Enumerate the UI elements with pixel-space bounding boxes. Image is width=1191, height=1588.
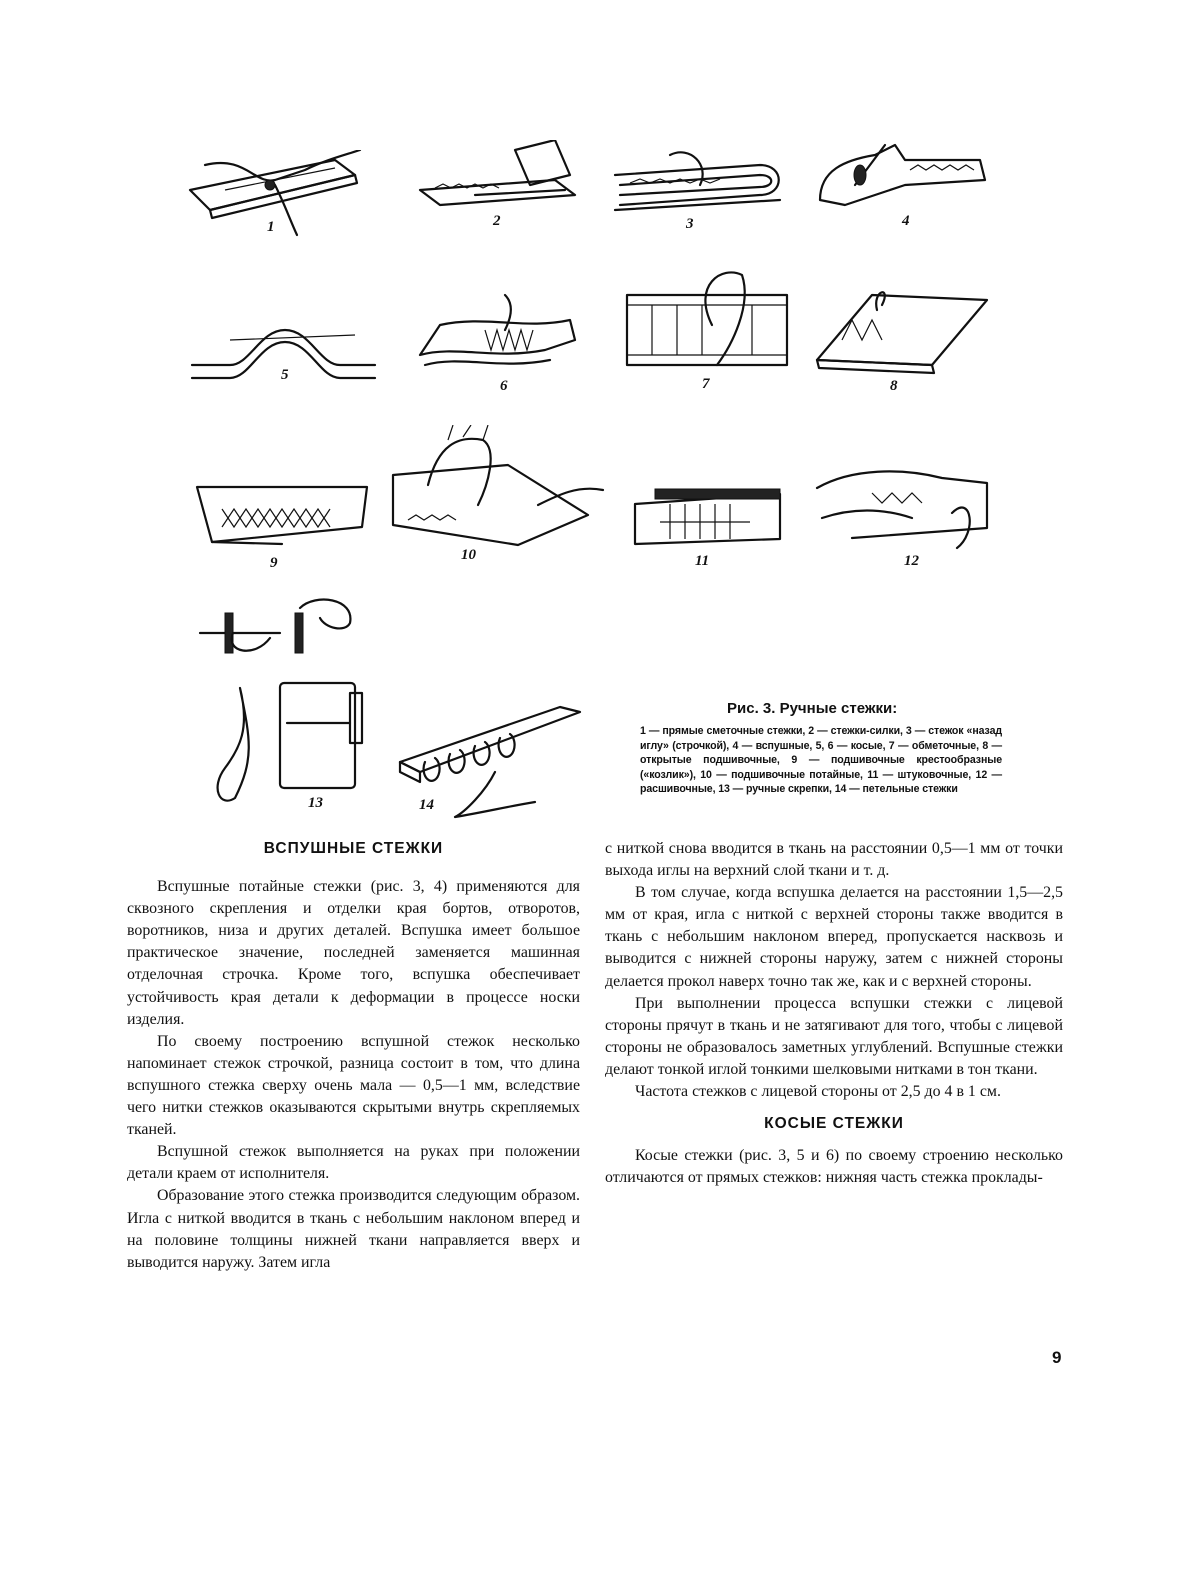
figure-number: 11 [695, 553, 710, 569]
paragraph: Вспушные потайные стежки (рис. 3, 4) применяются для сквозного скрепления и отделки края бортов, отворотов, воротников, низа и других деталей. Вспушка имеет большое практическое значение, последней заменяется машинная отделочная строчка. Кроме того, вспушка обеспечивает устойчивость края детали к деформации в процессе носки изделия. [127, 878, 580, 1028]
figure-number: 14 [419, 797, 434, 813]
stitch-illustration-10 [388, 425, 613, 550]
stitch-illustration-3 [610, 145, 790, 220]
figure-number: 12 [904, 553, 919, 569]
figure-number: 3 [686, 216, 694, 232]
paragraph: Частота стежков с лицевой стороны от 2,5 до 4 в 1 см. [635, 1083, 1001, 1101]
stitch-illustration-11 [630, 484, 790, 549]
stitch-illustration-2 [415, 140, 585, 215]
figure-number: 6 [500, 378, 508, 394]
figure-caption-title: Рис. 3. Ручные стежки: [727, 700, 898, 717]
paragraph: Вспушной стежок выполняется на руках при положении детали краем от исполнителя. [127, 1143, 580, 1183]
paragraph: При выполнении процесса вспушки стежки с лицевой стороны прячут в ткань и не затягивают для того, чтобы с лицевой стороны не образовалось заметных углублений. Вспушные стежки делают тонкой иглой тонкими шелковыми нитками в тон ткани. [605, 994, 1063, 1078]
stitch-illustration-13 [195, 598, 375, 813]
figure-number: 7 [702, 376, 710, 392]
page-number: 9 [1052, 1348, 1062, 1367]
left-column [127, 838, 580, 1274]
stitch-illustration-12 [812, 463, 997, 553]
section-heading: КОСЫЕ СТЕЖКИ [764, 1115, 904, 1133]
stitch-illustration-9 [192, 482, 377, 552]
figure-number: 13 [308, 795, 323, 811]
paragraph: В том случае, когда вспушка делается на расстоянии 1,5—2,5 мм от края, игла с ниткой с верхней стороны также вводится в ткань с небольшим наклоном вперед, пропускается насквозь и выводится с нижней стороны наружу, затем с нижней стороны делается прокол наверх точно так же, как и с верхней стороны. [605, 884, 1063, 990]
paragraph: Косые стежки (рис. 3, 5 и 6) по своему строению несколько отличаются от прямых стежков: нижняя часть стежка проклады- [605, 1147, 1063, 1187]
stitch-illustration-8 [812, 285, 992, 375]
stitch-illustration-1 [185, 150, 370, 240]
figure-number: 1 [267, 219, 275, 235]
stitch-illustration-7 [622, 265, 792, 375]
paragraph: По своему построению вспушной стежок несколько напоминает стежок строчкой, разница состоит в том, что длина вспушного стежка сверху очень мала — 0,5—1 мм, вследствие чего нитки стежков оказываются скрытыми внутрь скрепляемых тканей. [127, 1032, 580, 1139]
figure-number: 5 [281, 367, 289, 383]
section-heading: ВСПУШНЫЕ СТЕЖКИ [263, 840, 444, 857]
stitch-illustration-4 [815, 140, 990, 215]
paragraph: Образование этого стежка производится следующим образом. Игла с ниткой вводится в ткань с небольшим наклоном вперед и на половине толщины нижней ткани направляется вверх и выводится наружу. Затем игла [127, 1187, 580, 1271]
figure-number: 2 [493, 213, 501, 229]
figure-number: 10 [461, 547, 476, 563]
figure-caption-body: 1 — прямые сметочные стежки, 2 — стежки-силки, 3 — стежок «назад иглу» (строчкой), 4 — вспушные, 5, 6 — косые, 7 — обметочные, 8 — открытые подшивочные, 9 — подшивочные крестообразные («козлик»), 10 — подшивочные потайные, 11 — штуковочные, 12 — расшивочные, 13 — ручные скрепки, 14 — петельные стежки [640, 725, 1002, 796]
figure-number: 9 [270, 555, 278, 571]
figure-number: 4 [902, 213, 910, 229]
right-column [605, 838, 1063, 1189]
stitch-illustration-6 [415, 290, 585, 380]
paragraph: с ниткой снова вводится в ткань на расстоянии 0,5—1 мм от точки выхода иглы на верхний слой ткани и т. д. [605, 840, 1063, 880]
figure-number: 8 [890, 378, 898, 394]
